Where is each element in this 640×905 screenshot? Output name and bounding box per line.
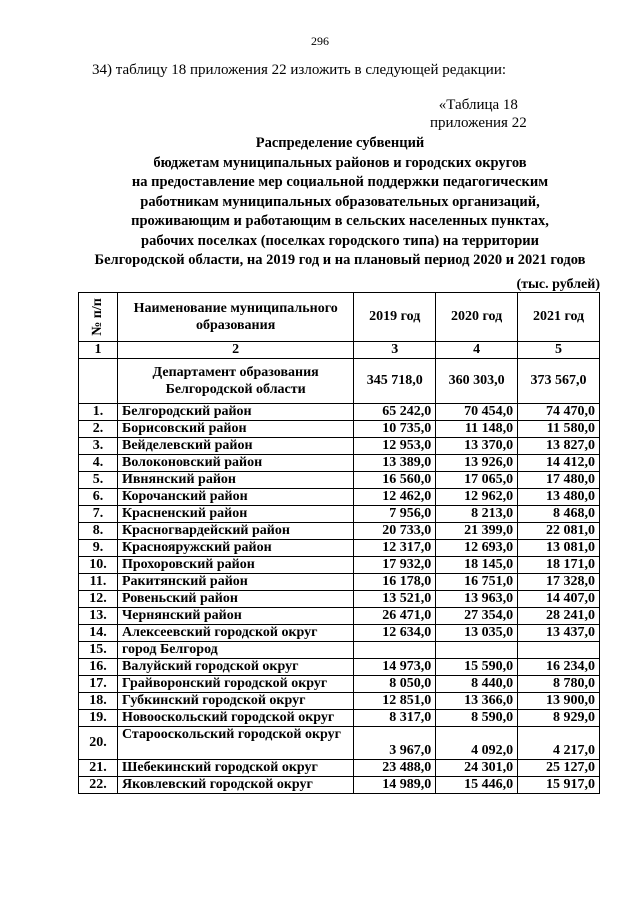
heading-line: бюджетам муниципальных районов и городских округов — [153, 154, 527, 171]
row-2021: 13 081,0 — [518, 540, 600, 557]
row-name: Алексеевский городской округ — [117, 625, 353, 642]
row-2019: 26 471,0 — [354, 608, 436, 625]
page-number: 296 — [311, 34, 329, 48]
row-2019: 20 733,0 — [354, 523, 436, 540]
row-2021: 74 470,0 — [518, 404, 600, 421]
row-number: 3. — [79, 438, 118, 455]
row-2020: 11 148,0 — [436, 421, 518, 438]
row-2021: 15 917,0 — [518, 777, 600, 794]
row-2019: 16 178,0 — [354, 574, 436, 591]
table-row — [79, 540, 600, 557]
heading-line: на предоставление мер социальной поддержки педагогическим — [131, 174, 549, 190]
row-2020: 8 213,0 — [436, 506, 518, 523]
row-name: Волоконовский район — [117, 455, 353, 472]
heading-line: рабочих поселках (поселках городского типа) на территории — [141, 232, 539, 249]
row-2019: 12 634,0 — [354, 625, 436, 642]
row-2019: 13 521,0 — [354, 591, 436, 608]
row-2021: 13 900,0 — [518, 693, 600, 710]
table-row — [79, 574, 600, 591]
row-2021: 25 127,0 — [518, 760, 600, 777]
row-2021: 22 081,0 — [518, 523, 600, 540]
row-2019: 14 973,0 — [354, 659, 436, 676]
row-number: 17. — [79, 676, 118, 693]
row-number: 22. — [79, 777, 118, 794]
table-reference-line1: «Таблица 18 — [438, 97, 518, 113]
row-2019: 8 050,0 — [354, 676, 436, 693]
row-number: 21. — [79, 760, 118, 777]
table-row — [79, 472, 600, 489]
row-number: 1. — [79, 404, 118, 421]
table-row — [79, 659, 600, 676]
row-2021: 28 241,0 — [518, 608, 600, 625]
row-name: Ивнянский район — [117, 472, 353, 489]
header-name: Наименование муниципального образования — [117, 293, 353, 342]
row-2020 — [436, 642, 518, 659]
row-2019: 12 462,0 — [354, 489, 436, 506]
column-index: 5 — [518, 342, 600, 359]
row-2020: 17 065,0 — [436, 472, 518, 489]
row-name: город Белгород — [117, 642, 353, 659]
row-2021: 16 234,0 — [518, 659, 600, 676]
row-2019: 3 967,0 — [354, 727, 436, 760]
row-number: 15. — [79, 642, 118, 659]
row-name: Прохоровский район — [117, 557, 353, 574]
row-2019: 16 560,0 — [354, 472, 436, 489]
column-index: 4 — [436, 342, 518, 359]
table-row — [79, 608, 600, 625]
department-2019: 345 718,0 — [354, 359, 436, 404]
row-2020: 21 399,0 — [436, 523, 518, 540]
row-2019: 12 317,0 — [354, 540, 436, 557]
row-2019: 17 932,0 — [354, 557, 436, 574]
row-2020: 8 590,0 — [436, 710, 518, 727]
row-2020: 16 751,0 — [436, 574, 518, 591]
row-2019: 12 953,0 — [354, 438, 436, 455]
row-2020: 12 962,0 — [436, 489, 518, 506]
table-row — [79, 642, 600, 659]
table-row — [79, 523, 600, 540]
table-row — [79, 557, 600, 574]
heading-line: проживающим и работающим в сельских населенных пунктах, — [131, 213, 549, 229]
row-2019: 23 488,0 — [354, 760, 436, 777]
table-heading — [60, 134, 620, 271]
table-row — [79, 421, 600, 438]
row-2020: 18 145,0 — [436, 557, 518, 574]
row-2020: 27 354,0 — [436, 608, 518, 625]
column-index: 1 — [79, 342, 118, 359]
table-row — [79, 455, 600, 472]
column-index: 2 — [117, 342, 353, 359]
row-2020: 8 440,0 — [436, 676, 518, 693]
heading-line: работникам муниципальных образовательных организаций, — [140, 193, 540, 210]
row-name: Борисовский район — [117, 421, 353, 438]
table-row — [79, 693, 600, 710]
row-2019: 65 242,0 — [354, 404, 436, 421]
row-name: Валуйский городской округ — [117, 659, 353, 676]
row-name: Губкинский городской округ — [117, 693, 353, 710]
header-2020: 2020 год — [436, 293, 518, 342]
row-number: 7. — [79, 506, 118, 523]
row-name: Новооскольский городской округ — [117, 710, 353, 727]
table-row — [79, 404, 600, 421]
row-2021: 13 437,0 — [518, 625, 600, 642]
row-number: 8. — [79, 523, 118, 540]
heading-line: Белгородской области, на 2019 год и на плановый период 2020 и 2021 годов — [94, 252, 586, 268]
row-number: 16. — [79, 659, 118, 676]
row-number: 19. — [79, 710, 118, 727]
row-name: Белгородский район — [117, 404, 353, 421]
row-number: 10. — [79, 557, 118, 574]
row-number: 14. — [79, 625, 118, 642]
department-name: Департамент образования Белгородской области — [117, 359, 353, 404]
row-2020: 13 366,0 — [436, 693, 518, 710]
row-number: 18. — [79, 693, 118, 710]
row-number: 20. — [79, 727, 118, 760]
row-2019: 7 956,0 — [354, 506, 436, 523]
column-index-row — [79, 342, 600, 359]
row-number: 11. — [79, 574, 118, 591]
row-2021 — [518, 642, 600, 659]
row-name: Чернянский район — [117, 608, 353, 625]
row-number: 12. — [79, 591, 118, 608]
row-name: Ровеньский район — [117, 591, 353, 608]
row-name: Красногвардейский район — [117, 523, 353, 540]
department-2020: 360 303,0 — [436, 359, 518, 404]
row-2021: 17 480,0 — [518, 472, 600, 489]
table-reference — [430, 96, 527, 132]
department-2021: 373 567,0 — [518, 359, 600, 404]
row-name: Красненский район — [117, 506, 353, 523]
table-row — [79, 760, 600, 777]
row-number: 5. — [79, 472, 118, 489]
unit-label: (тыс. рублей) — [516, 277, 600, 292]
row-2021: 8 780,0 — [518, 676, 600, 693]
row-name: Краснояружский район — [117, 540, 353, 557]
row-number: 6. — [79, 489, 118, 506]
row-name: Ракитянский район — [117, 574, 353, 591]
row-2021: 4 217,0 — [518, 727, 600, 760]
row-2021: 14 407,0 — [518, 591, 600, 608]
row-2020: 15 590,0 — [436, 659, 518, 676]
row-number: 9. — [79, 540, 118, 557]
table-row — [79, 438, 600, 455]
row-2020: 13 370,0 — [436, 438, 518, 455]
header-2021: 2021 год — [518, 293, 600, 342]
row-2020: 13 963,0 — [436, 591, 518, 608]
row-2020: 12 693,0 — [436, 540, 518, 557]
table-row — [79, 591, 600, 608]
column-index: 3 — [354, 342, 436, 359]
row-2020: 70 454,0 — [436, 404, 518, 421]
row-name: Грайворонский городской округ — [117, 676, 353, 693]
row-2021: 8 468,0 — [518, 506, 600, 523]
row-name: Корочанский район — [117, 489, 353, 506]
table-row — [79, 727, 600, 760]
department-number — [79, 359, 118, 404]
row-name: Яковлевский городской округ — [117, 777, 353, 794]
heading-line: Распределение субвенций — [255, 135, 425, 151]
row-2019: 14 989,0 — [354, 777, 436, 794]
row-name: Старооскольский городской округ — [117, 727, 353, 760]
row-number: 4. — [79, 455, 118, 472]
header-number: № п/п — [79, 293, 118, 342]
header-2019: 2019 год — [354, 293, 436, 342]
row-2019: 8 317,0 — [354, 710, 436, 727]
row-2021: 14 412,0 — [518, 455, 600, 472]
row-2021: 18 171,0 — [518, 557, 600, 574]
row-2020: 13 926,0 — [436, 455, 518, 472]
row-2020: 13 035,0 — [436, 625, 518, 642]
row-2021: 17 328,0 — [518, 574, 600, 591]
table-row — [79, 710, 600, 727]
intro-text: 34) таблицу 18 приложения 22 изложить в следующей редакции: — [92, 62, 507, 78]
table-row — [79, 777, 600, 794]
row-2020: 15 446,0 — [436, 777, 518, 794]
row-2019: 12 851,0 — [354, 693, 436, 710]
table-row — [79, 489, 600, 506]
row-2021: 11 580,0 — [518, 421, 600, 438]
row-2021: 8 929,0 — [518, 710, 600, 727]
row-name: Шебекинский городской округ — [117, 760, 353, 777]
row-number: 13. — [79, 608, 118, 625]
row-2020: 4 092,0 — [436, 727, 518, 760]
row-2019: 10 735,0 — [354, 421, 436, 438]
department-row — [79, 359, 600, 404]
row-2021: 13 827,0 — [518, 438, 600, 455]
subvention-table — [78, 292, 600, 794]
table-row — [79, 676, 600, 693]
row-number: 2. — [79, 421, 118, 438]
row-name: Вейделевский район — [117, 438, 353, 455]
row-2019: 13 389,0 — [354, 455, 436, 472]
table-row — [79, 625, 600, 642]
row-2021: 13 480,0 — [518, 489, 600, 506]
table-reference-line2: приложения 22 — [430, 115, 527, 131]
row-2019 — [354, 642, 436, 659]
table-row — [79, 506, 600, 523]
row-2020: 24 301,0 — [436, 760, 518, 777]
